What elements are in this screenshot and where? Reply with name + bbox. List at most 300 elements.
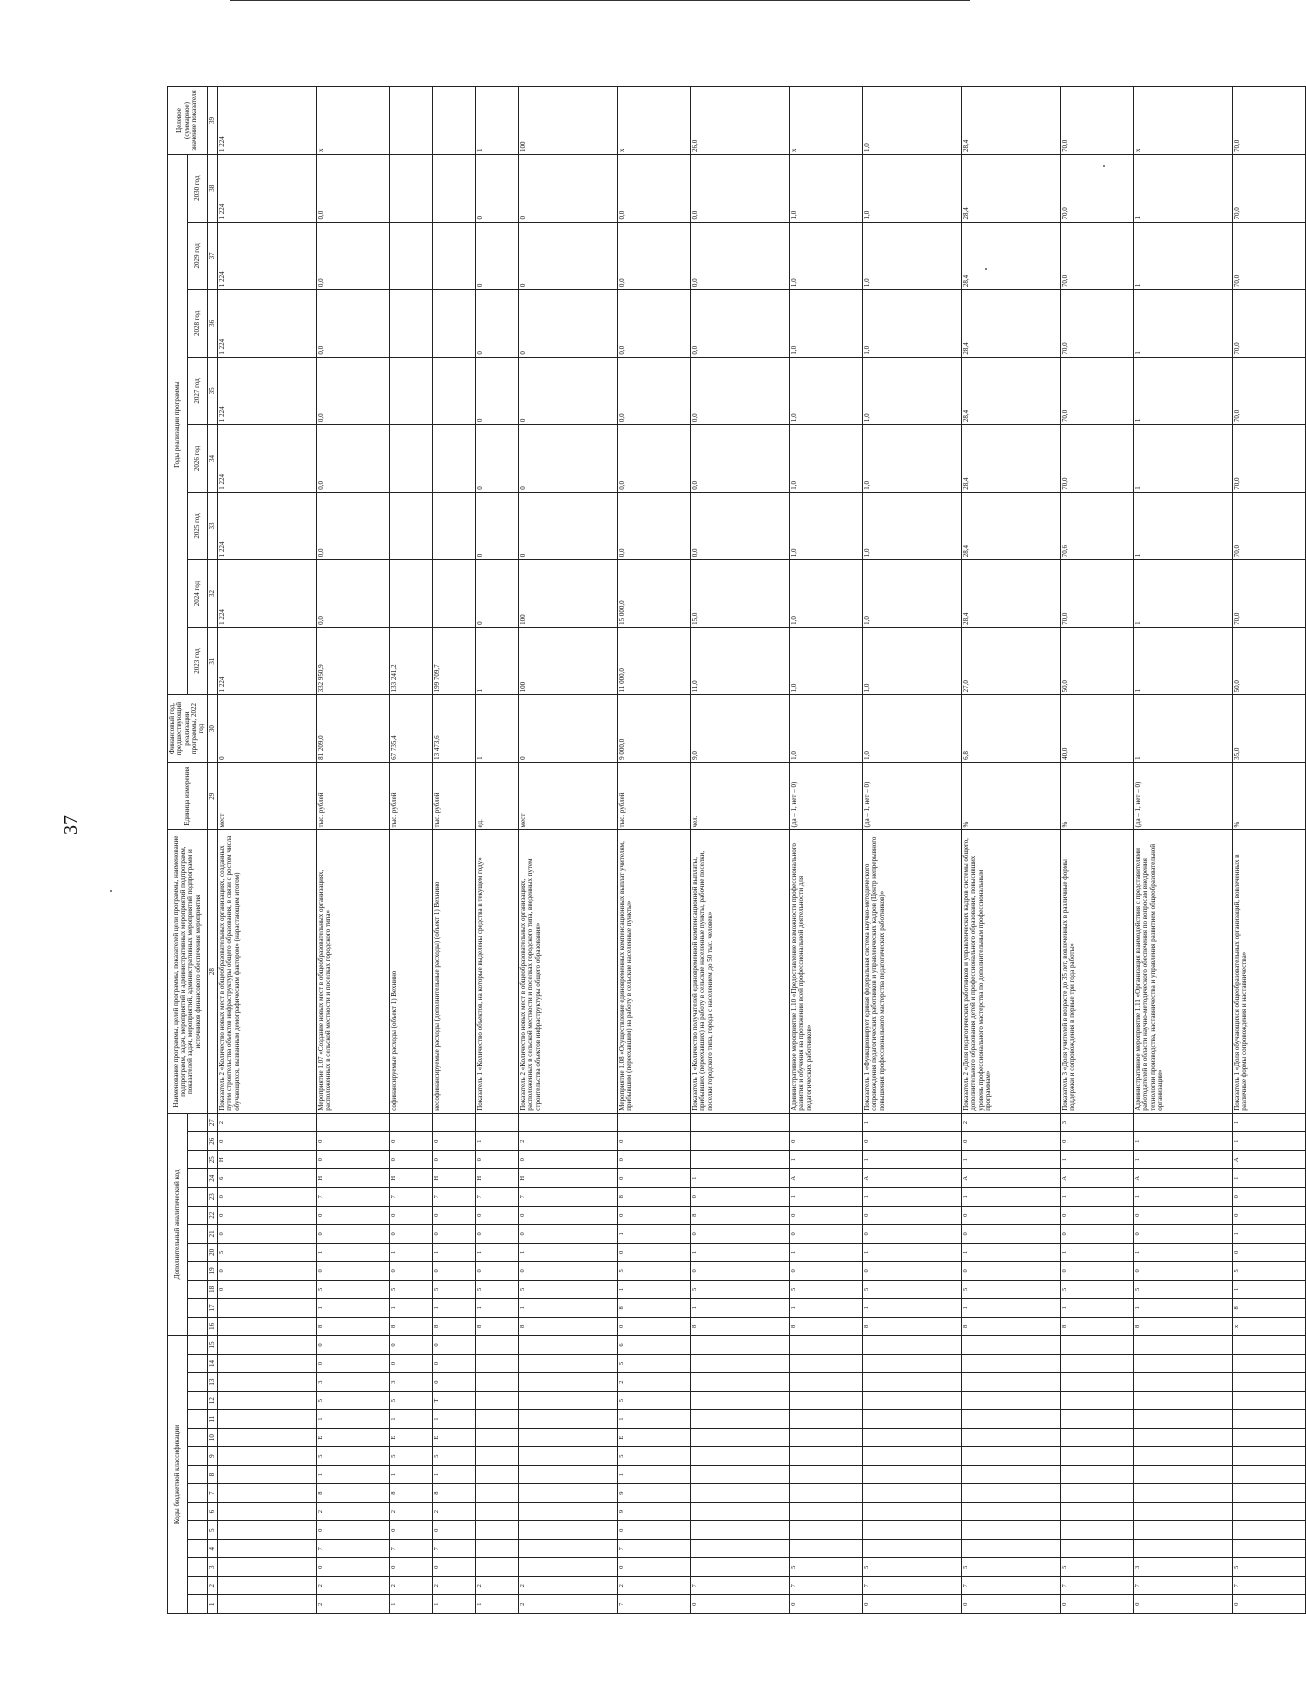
table-row (691, 87, 790, 1614)
row-year-value: 1,0 (863, 425, 962, 493)
code-cell (1134, 1484, 1233, 1503)
header-code-cell (187, 1447, 207, 1466)
row-year-value: 1,0 (790, 492, 863, 560)
code-cell: 0 (618, 1243, 691, 1262)
page-number: 37 (60, 815, 82, 835)
header-code-cell (187, 1465, 207, 1484)
header-code-cell (187, 1373, 207, 1392)
header-year: 2024 год (187, 560, 207, 628)
code-cell (476, 1484, 519, 1503)
header-code-cell (187, 1150, 207, 1169)
header-code-cell (187, 1225, 207, 1244)
code-cell (790, 1428, 863, 1447)
code-cell: 0 (519, 1225, 618, 1244)
code-cell (1134, 1410, 1233, 1429)
row-year-value: 70,0 (1061, 357, 1134, 425)
row-fin-year-value: 1 (476, 695, 519, 763)
code-cell (218, 1465, 317, 1484)
row-year-value: 0,0 (691, 492, 790, 560)
code-cell (962, 1521, 1061, 1540)
row-year-value: 1 (1134, 492, 1233, 560)
code-cell: 5 (218, 1243, 317, 1262)
code-cell (519, 1336, 618, 1355)
row-year-value: 28,4 (962, 222, 1061, 290)
code-cell: 7 (1061, 1576, 1134, 1595)
header-code-cell (187, 1169, 207, 1188)
code-cell: 1 (618, 1280, 691, 1299)
code-cell: 0 (317, 1262, 390, 1281)
code-cell (476, 1113, 519, 1132)
code-cell (790, 1465, 863, 1484)
code-cell (218, 1539, 317, 1558)
table-row (390, 87, 433, 1614)
header-fin-year: Финансовый год, предшествующий реализации программы, 2022 год (168, 695, 208, 763)
code-cell: 3 (317, 1373, 390, 1392)
code-cell: 1 (962, 1150, 1061, 1169)
column-number: 13 (207, 1373, 217, 1392)
row-year-value: 0,0 (618, 222, 691, 290)
table-row (790, 87, 863, 1614)
code-cell: 0 (317, 1354, 390, 1373)
code-cell: 0 (519, 1206, 618, 1225)
code-cell (1134, 1502, 1233, 1521)
code-cell: 1 (790, 1150, 863, 1169)
row-unit: тыс. рублей (433, 762, 476, 830)
row-year-value: 1 (1134, 425, 1233, 493)
code-cell: 0 (390, 1558, 433, 1577)
row-name: Мероприятие 1.07 «Создание новых мест в общеобразовательных организациях, расположенных в сельской местности и поселках городского типа» (317, 830, 390, 1113)
code-cell (962, 1391, 1061, 1410)
code-cell: 1 (962, 1299, 1061, 1318)
code-cell (790, 1410, 863, 1429)
code-cell (863, 1354, 962, 1373)
code-cell: 5 (618, 1262, 691, 1281)
code-cell: 5 (962, 1558, 1061, 1577)
code-cell: Н (476, 1169, 519, 1188)
header-budget-codes: Коды бюджетной классификации (168, 1336, 188, 1614)
row-fin-year-value: 1,0 (863, 695, 962, 763)
code-cell: А (1134, 1169, 1233, 1188)
row-total: 1 (476, 87, 519, 155)
code-cell (962, 1447, 1061, 1466)
code-cell: 0 (317, 1132, 390, 1151)
column-number: 18 (207, 1280, 217, 1299)
row-name: софинансируемые расходы (объект 1) Вехнино (390, 830, 433, 1113)
row-year-value: 70,0 (1233, 560, 1306, 628)
row-fin-year-value: 1,0 (790, 695, 863, 763)
code-cell (691, 1521, 790, 1540)
row-total: 28,4 (962, 87, 1061, 155)
header-code-cell (187, 1243, 207, 1262)
column-number: 30 (207, 695, 217, 763)
code-cell (1134, 1539, 1233, 1558)
code-cell (691, 1465, 790, 1484)
row-total: х (317, 87, 390, 155)
code-cell (691, 1558, 790, 1577)
code-cell (1233, 1428, 1306, 1447)
code-cell (863, 1465, 962, 1484)
row-name: Административное мероприятие 1.11 «Организация взаимодействия с представителями работодателей в области научно-методического обеспечения по вопросам внедрения технологии производства, наставничества и управления развитием общеобразовательной организации» (1134, 830, 1233, 1113)
row-year-value: 1,0 (863, 560, 962, 628)
code-cell: 5 (433, 1280, 476, 1299)
row-year-value: 0,0 (618, 492, 691, 560)
code-cell (1134, 1113, 1233, 1132)
row-year-value: 1 (1134, 357, 1233, 425)
code-cell (691, 1150, 790, 1169)
code-cell: 5 (618, 1447, 691, 1466)
code-cell: 5 (433, 1447, 476, 1466)
code-cell (1061, 1447, 1134, 1466)
code-cell (691, 1391, 790, 1410)
code-cell: 1 (962, 1188, 1061, 1207)
code-cell: 0 (390, 1150, 433, 1169)
code-cell: 0 (390, 1354, 433, 1373)
code-cell: 0 (962, 1206, 1061, 1225)
code-cell: 8 (1233, 1299, 1306, 1318)
code-cell (476, 1410, 519, 1429)
code-cell: 1 (317, 1299, 390, 1318)
code-cell: 2 (618, 1373, 691, 1392)
row-name: Показатель 1 «Количество объектов, на которые выделены средства в текущем году» (476, 830, 519, 1113)
code-cell: 5 (317, 1447, 390, 1466)
table-row (317, 87, 390, 1614)
code-cell (218, 1391, 317, 1410)
code-cell: 8 (618, 1188, 691, 1207)
code-cell: 2 (317, 1595, 390, 1614)
column-number: 24 (207, 1169, 217, 1188)
code-cell: 1 (618, 1410, 691, 1429)
code-cell: 7 (390, 1188, 433, 1207)
row-name: несофинансируемые расходы (дополнительные расходы) (объект 1) Вехнино (433, 830, 476, 1113)
row-year-value: 1 (1134, 154, 1233, 222)
code-cell: 8 (390, 1484, 433, 1503)
code-cell: 9 (618, 1484, 691, 1503)
code-cell: 0 (1061, 1595, 1134, 1614)
column-number: 21 (207, 1225, 217, 1244)
code-cell: 7 (476, 1188, 519, 1207)
row-year-value: 0 (476, 425, 519, 493)
row-name: Мероприятие 1.08 «Осуществление единовременных компенсационных выплат учителям, прибывшим (переехавшим) на работу в сельские населенные пункты» (618, 830, 691, 1113)
code-cell (1061, 1539, 1134, 1558)
row-fin-year-value: 35,0 (1233, 695, 1306, 763)
code-cell: 2 (317, 1502, 390, 1521)
code-cell (1233, 1373, 1306, 1392)
row-unit: мест (218, 762, 317, 830)
code-cell (691, 1132, 790, 1151)
column-number: 31 (207, 627, 217, 695)
code-cell (519, 1410, 618, 1429)
row-year-value: 0,0 (317, 560, 390, 628)
code-cell (1233, 1336, 1306, 1355)
code-cell: А (863, 1169, 962, 1188)
row-total: 26,0 (691, 87, 790, 155)
code-cell (962, 1502, 1061, 1521)
header-year: 2027 год (187, 357, 207, 425)
code-cell: 0 (1061, 1206, 1134, 1225)
code-cell: 1 (962, 1243, 1061, 1262)
row-fin-year-value: 9 000,0 (618, 695, 691, 763)
code-cell: 1 (1061, 1150, 1134, 1169)
row-year-value: 1 (476, 627, 519, 695)
row-year-value: 0,0 (691, 290, 790, 358)
header-unit: Единица измерения (168, 762, 208, 830)
code-cell: 0 (433, 1373, 476, 1392)
code-cell: 0 (390, 1521, 433, 1540)
row-year-value: 1 224 (218, 627, 317, 695)
row-year-value: 0 (519, 425, 618, 493)
code-cell (962, 1336, 1061, 1355)
column-number: 25 (207, 1150, 217, 1169)
row-year-value (433, 492, 476, 560)
column-number: 4 (207, 1539, 217, 1558)
column-number: 29 (207, 762, 217, 830)
code-cell: 5 (863, 1280, 962, 1299)
code-cell (519, 1521, 618, 1540)
header-code-cell (187, 1428, 207, 1447)
row-year-value (433, 290, 476, 358)
code-cell (962, 1428, 1061, 1447)
code-cell: 0 (317, 1150, 390, 1169)
header-code-cell (187, 1502, 207, 1521)
code-cell: 8 (317, 1317, 390, 1336)
row-year-value: 70,0 (1233, 425, 1306, 493)
code-cell (519, 1502, 618, 1521)
code-cell (1061, 1502, 1134, 1521)
row-year-value: 70,0 (1233, 222, 1306, 290)
code-cell: 9 (618, 1502, 691, 1521)
row-year-value: 50,0 (1233, 627, 1306, 695)
code-cell (962, 1465, 1061, 1484)
code-cell (1233, 1539, 1306, 1558)
code-cell: 8 (433, 1484, 476, 1503)
code-cell (691, 1373, 790, 1392)
code-cell (218, 1484, 317, 1503)
code-cell: 0 (962, 1595, 1061, 1614)
code-cell: 1 (863, 1243, 962, 1262)
code-cell: 0 (1061, 1132, 1134, 1151)
code-cell: 3 (390, 1373, 433, 1392)
header-code-cell (187, 1317, 207, 1336)
code-cell: 2 (519, 1132, 618, 1151)
column-number: 14 (207, 1354, 217, 1373)
code-cell (790, 1521, 863, 1540)
column-number: 10 (207, 1428, 217, 1447)
code-cell: 0 (863, 1225, 962, 1244)
row-year-value: 0,0 (618, 154, 691, 222)
scan-speck (110, 890, 112, 892)
header-code-cell (187, 1558, 207, 1577)
row-year-value: 1,0 (863, 627, 962, 695)
code-cell: 2 (962, 1113, 1061, 1132)
code-cell: 0 (390, 1225, 433, 1244)
code-cell: 1 (433, 1299, 476, 1318)
column-number: 27 (207, 1113, 217, 1132)
row-unit: тыс. рублей (618, 762, 691, 830)
row-fin-year-value: 0 (519, 695, 618, 763)
code-cell: 1 (1233, 1225, 1306, 1244)
row-year-value: 1 224 (218, 492, 317, 560)
code-cell (790, 1113, 863, 1132)
row-year-value: 28,4 (962, 357, 1061, 425)
code-cell: А (962, 1169, 1061, 1188)
code-cell: 0 (519, 1150, 618, 1169)
row-year-value: 28,4 (962, 290, 1061, 358)
code-cell: 5 (618, 1391, 691, 1410)
code-cell: Н (433, 1169, 476, 1188)
code-cell: 5 (1233, 1558, 1306, 1577)
code-cell: 0 (790, 1225, 863, 1244)
header-code-cell (187, 1206, 207, 1225)
code-cell (1233, 1354, 1306, 1373)
code-cell (691, 1539, 790, 1558)
row-year-value: 0 (476, 290, 519, 358)
code-cell: 5 (317, 1391, 390, 1410)
row-year-value: 0 (519, 290, 618, 358)
code-cell: 7 (618, 1539, 691, 1558)
code-cell: 1 (863, 1150, 962, 1169)
table-row (1061, 87, 1134, 1614)
code-cell: 5 (962, 1280, 1061, 1299)
code-cell: 0 (218, 1188, 317, 1207)
code-cell (218, 1410, 317, 1429)
code-cell: 1 (1134, 1132, 1233, 1151)
row-unit: (да – 1, нет – 0) (1134, 762, 1233, 830)
code-cell: 1 (1061, 1243, 1134, 1262)
scan-edge-line (230, 0, 970, 1)
header-code-cell (187, 1410, 207, 1429)
header-code-cell (187, 1521, 207, 1540)
column-number: 26 (207, 1132, 217, 1151)
row-total: х (790, 87, 863, 155)
code-cell (476, 1502, 519, 1521)
code-cell: 0 (433, 1354, 476, 1373)
code-cell: 1 (476, 1299, 519, 1318)
code-cell (1061, 1521, 1134, 1540)
code-cell: 8 (1134, 1317, 1233, 1336)
row-total: 100 (519, 87, 618, 155)
code-cell (476, 1428, 519, 1447)
code-cell: 0 (317, 1521, 390, 1540)
code-cell: 1 (1134, 1150, 1233, 1169)
code-cell: 0 (218, 1206, 317, 1225)
row-total (433, 87, 476, 155)
code-cell (519, 1484, 618, 1503)
program-table-frame (167, 86, 1249, 1614)
code-cell (1134, 1336, 1233, 1355)
code-cell (476, 1447, 519, 1466)
code-cell: 0 (317, 1336, 390, 1355)
header-code-cell (187, 1354, 207, 1373)
code-cell: 5 (390, 1391, 433, 1410)
code-cell: 1 (1061, 1188, 1134, 1207)
row-year-value: 0 (476, 492, 519, 560)
code-cell: 1 (1134, 1299, 1233, 1318)
row-name: Показатель 1 «Функционирует единая федеральная система научно-методического сопровождения педагогических работников и управленческих кадров (Центр непрерывного повышения профессионального мастерства педагогических работников)» (863, 830, 962, 1113)
row-year-value: 70,0 (1061, 222, 1134, 290)
row-year-value: 70,6 (1061, 492, 1134, 560)
code-cell: 0 (790, 1132, 863, 1151)
header-code-cell (187, 1188, 207, 1207)
code-cell (476, 1558, 519, 1577)
code-cell: 1 (1134, 1188, 1233, 1207)
header-year: 2029 год (187, 222, 207, 290)
code-cell: 0 (390, 1206, 433, 1225)
row-year-value: 100 (519, 560, 618, 628)
code-cell (1233, 1484, 1306, 1503)
table-row (519, 87, 618, 1614)
code-cell (519, 1373, 618, 1392)
code-cell (863, 1373, 962, 1392)
code-cell (863, 1336, 962, 1355)
row-year-value: 0 (519, 492, 618, 560)
code-cell: 8 (476, 1317, 519, 1336)
row-year-value: 1 224 (218, 154, 317, 222)
code-cell: 7 (519, 1188, 618, 1207)
code-cell: 0 (1061, 1262, 1134, 1281)
code-cell: 3 (1061, 1113, 1134, 1132)
code-cell: 7 (317, 1188, 390, 1207)
row-name: Показатель 2 «Количество новых мест в общеобразовательных организациях, расположенных в сельской местности и поселках городского типа, введенных путем строительства объектов инфраструктуры общего образования» (519, 830, 618, 1113)
code-cell: 0 (790, 1595, 863, 1614)
row-total: х (1134, 87, 1233, 155)
row-year-value: 0 (476, 357, 519, 425)
code-cell: Н (390, 1169, 433, 1188)
code-cell: 0 (618, 1317, 691, 1336)
row-unit: чел. (691, 762, 790, 830)
row-year-value (433, 357, 476, 425)
code-cell (519, 1391, 618, 1410)
row-year-value: 1,0 (790, 627, 863, 695)
code-cell: 5 (390, 1280, 433, 1299)
code-cell: 7 (1134, 1576, 1233, 1595)
code-cell: 7 (790, 1576, 863, 1595)
code-cell (218, 1354, 317, 1373)
code-cell: 0 (433, 1558, 476, 1577)
code-cell: 0 (1233, 1595, 1306, 1614)
code-cell: 7 (433, 1188, 476, 1207)
table-row (218, 87, 317, 1614)
code-cell: 2 (390, 1576, 433, 1595)
code-cell: 0 (218, 1262, 317, 1281)
row-year-value: 0 (519, 357, 618, 425)
code-cell: 1 (1233, 1132, 1306, 1151)
code-cell: 0 (433, 1521, 476, 1540)
code-cell: 1 (790, 1188, 863, 1207)
code-cell: 1 (691, 1299, 790, 1318)
row-year-value (433, 425, 476, 493)
code-cell (618, 1113, 691, 1132)
program-table (167, 86, 1306, 1614)
code-cell: 6 (618, 1336, 691, 1355)
code-cell: 0 (433, 1132, 476, 1151)
code-cell: А (1233, 1150, 1306, 1169)
code-cell (218, 1502, 317, 1521)
row-year-value: 28,4 (962, 425, 1061, 493)
code-cell (519, 1558, 618, 1577)
code-cell: 0 (1061, 1225, 1134, 1244)
row-year-value (390, 290, 433, 358)
code-cell (476, 1391, 519, 1410)
code-cell: 0 (1233, 1206, 1306, 1225)
code-cell: 1 (519, 1299, 618, 1318)
table-row (433, 87, 476, 1614)
header-name: Наименование программы, целей программы, показателей цели программы, наименование подпрограмм, задач, мероприятий и административных мероприятий подпрограмм, показателей задач, мероприятий, административных мероприятий подпрограмм и источников финансового обеспечения мероприятия (168, 830, 208, 1113)
code-cell: 0 (691, 1188, 790, 1207)
column-number: 20 (207, 1243, 217, 1262)
code-cell (691, 1113, 790, 1132)
code-cell: 0 (790, 1262, 863, 1281)
header-year: 2030 год (187, 154, 207, 222)
